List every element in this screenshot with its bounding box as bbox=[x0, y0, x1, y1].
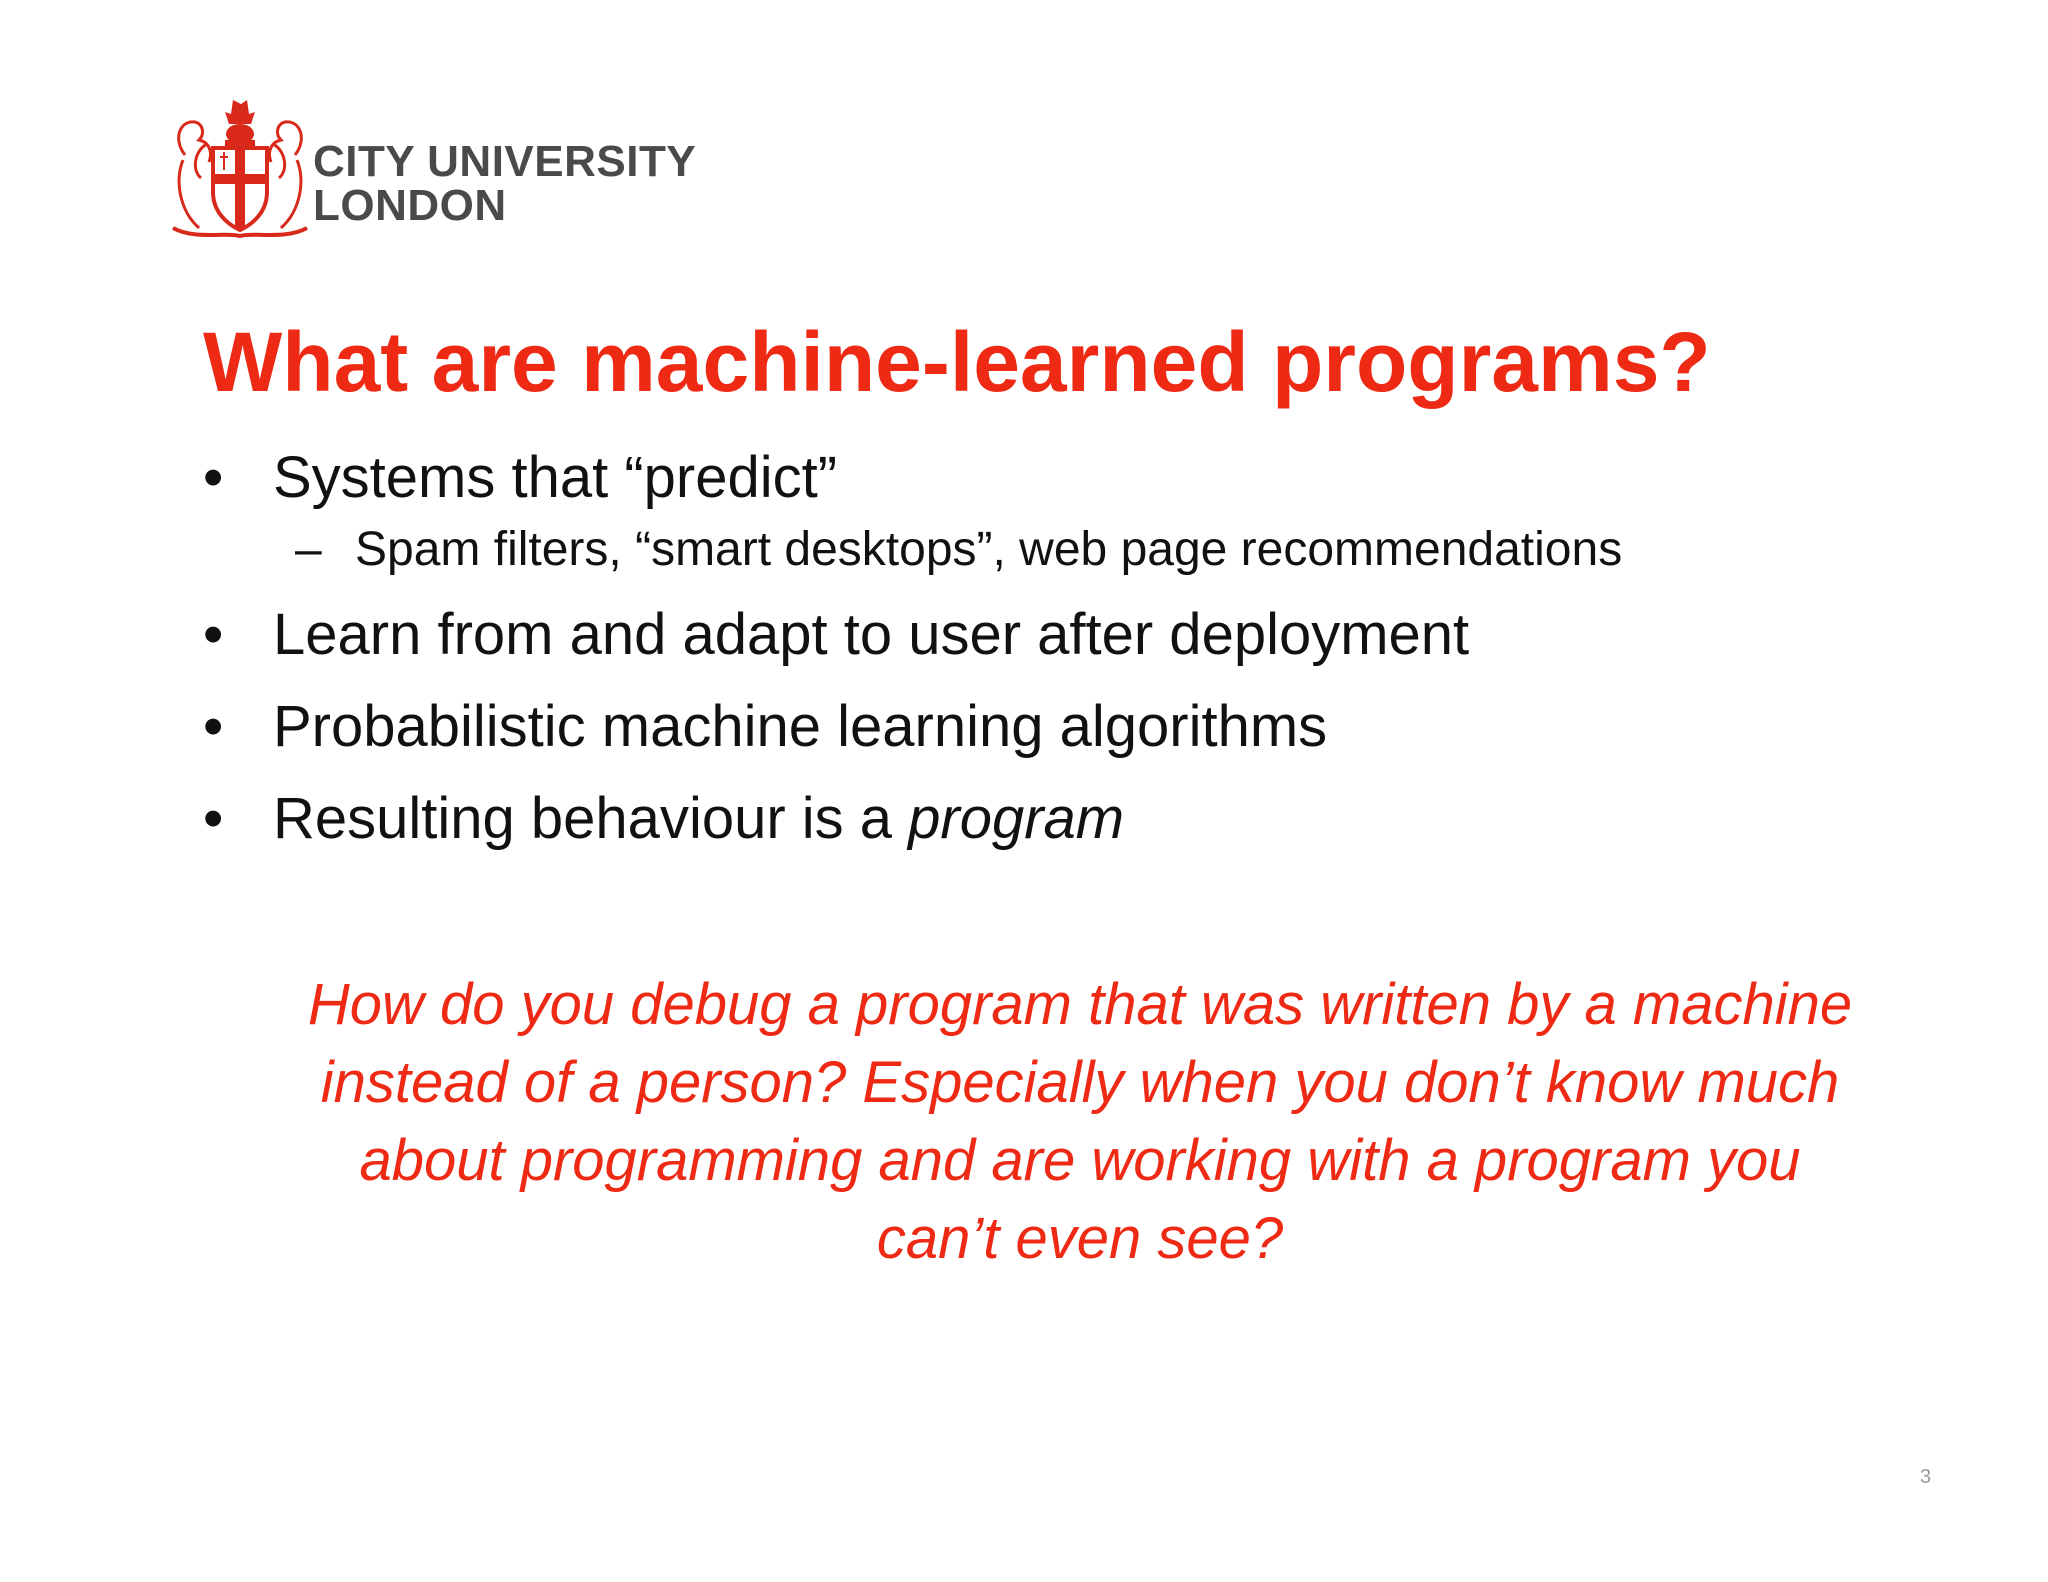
bullet-text: Systems that “predict” bbox=[273, 445, 838, 510]
logo-wordmark bbox=[313, 137, 697, 230]
bullet-text bbox=[273, 786, 1124, 852]
sub-bullet-marker: – bbox=[295, 523, 322, 576]
bullet-marker: • bbox=[203, 786, 224, 851]
question-line: about programming and are working with a program you bbox=[359, 1128, 1801, 1193]
slide-title: What are machine-learned programs? bbox=[203, 315, 1711, 409]
crest-icon bbox=[165, 100, 315, 245]
bullet-text-italic: program bbox=[908, 786, 1125, 851]
bullet-marker: • bbox=[203, 602, 224, 667]
sub-bullet-text: Spam filters, “smart desktops”, web page recommendations bbox=[355, 523, 1623, 576]
logo-line-1: CITY UNIVERSITY bbox=[313, 137, 697, 186]
bullet-marker: • bbox=[203, 694, 224, 759]
bullet-text: Probabilistic machine learning algorithms bbox=[273, 694, 1328, 759]
university-logo bbox=[165, 100, 697, 250]
question-line: can’t even see? bbox=[876, 1206, 1284, 1271]
bullet-text: Learn from and adapt to user after deployment bbox=[273, 602, 1470, 667]
bullet-text-plain: Resulting behaviour is a bbox=[273, 786, 909, 851]
page-number: 3 bbox=[1920, 1466, 1932, 1488]
question-line: How do you debug a program that was written by a machine bbox=[307, 972, 1853, 1037]
bullet-marker: • bbox=[203, 445, 224, 510]
question-line: instead of a person? Especially when you don’t know much bbox=[320, 1050, 1840, 1115]
key-question bbox=[220, 966, 1940, 1278]
logo-line-2: LONDON bbox=[313, 181, 507, 230]
